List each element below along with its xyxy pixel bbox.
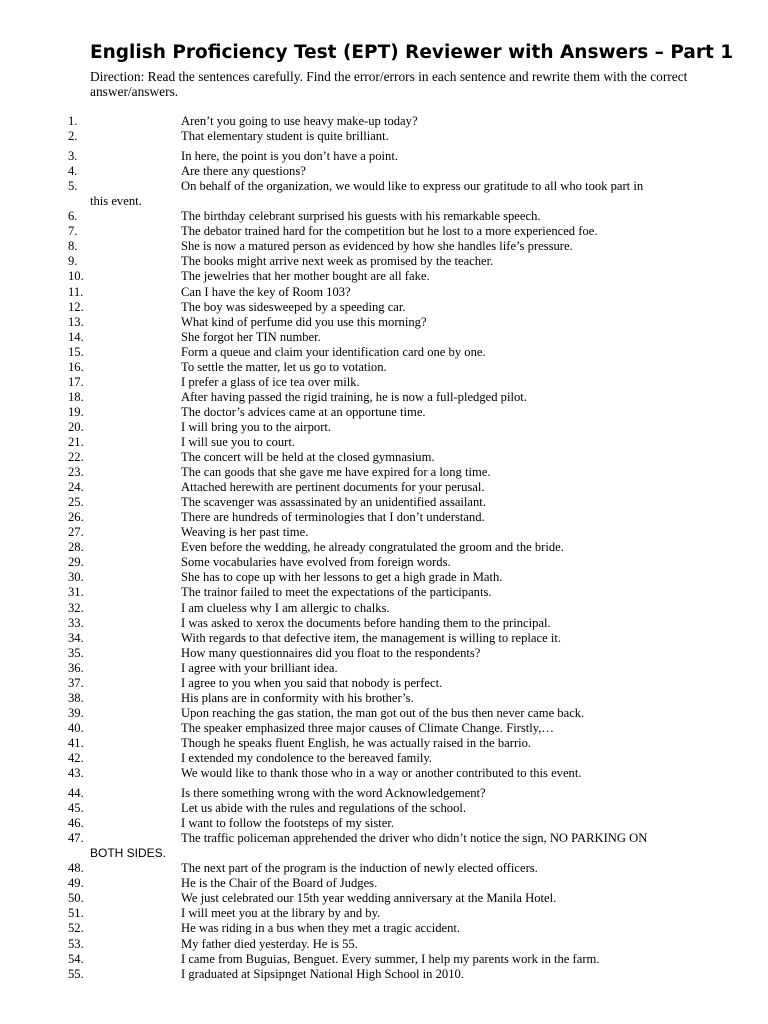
- item-number: 7.: [68, 224, 78, 239]
- item-text: I came from Buguias, Benguet. Every summer, I help my parents work in the farm.: [181, 951, 600, 966]
- item-text: I prefer a glass of ice tea over milk.: [181, 374, 360, 389]
- list-item: [0, 631, 768, 646]
- item-text: He was riding in a bus when they met a tragic accident.: [181, 921, 461, 936]
- list-item: [0, 254, 768, 269]
- item-text: My father died yesterday. He is 55.: [181, 936, 358, 951]
- item-text: The doctor’s advices came at an opportune time.: [181, 404, 426, 419]
- item-number: 51.: [68, 906, 84, 921]
- item-number: 12.: [68, 299, 84, 314]
- question-list: [0, 114, 768, 982]
- item-text: Though he speaks fluent English, he was actually raised in the barrio.: [181, 735, 532, 750]
- item-text: Upon reaching the gas station, the man got out of the bus then never came back.: [181, 705, 585, 720]
- list-item: [0, 585, 768, 600]
- list-item: [0, 525, 768, 540]
- item-text: I will meet you at the library by and by.: [181, 906, 381, 921]
- item-text: We would like to thank those who in a way or another contributed to this event.: [181, 766, 582, 781]
- item-text: There are hundreds of terminologies that I don’t understand.: [181, 510, 485, 525]
- item-number: 19.: [68, 404, 84, 419]
- item-number: 47.: [68, 831, 84, 846]
- list-item: [0, 570, 768, 585]
- page-title: English Proficiency Test (EPT) Reviewer with Answers – Part 1: [90, 42, 734, 63]
- item-number: 33.: [68, 615, 84, 630]
- item-number: 38.: [68, 690, 84, 705]
- list-item: [0, 285, 768, 300]
- item-text: We just celebrated our 15th year wedding anniversary at the Manila Hotel.: [181, 891, 557, 906]
- item-text: The trainor failed to meet the expectations of the participants.: [181, 585, 492, 600]
- item-number: 20.: [68, 419, 84, 434]
- list-item: [0, 967, 768, 982]
- list-item: [0, 691, 768, 706]
- direction-text: Direction: Read the sentences carefully. Find the error/errors in each sentence and rewrite them with the correct answer/answers.: [90, 69, 688, 99]
- item-number: 42.: [68, 750, 84, 765]
- item-text: I agree with your brilliant idea.: [181, 660, 338, 675]
- list-item: [0, 601, 768, 616]
- item-text: Attached herewith are pertinent documents for your perusal.: [181, 480, 485, 495]
- item-number: 41.: [68, 735, 84, 750]
- item-text: Some vocabularies have evolved from foreign words.: [181, 555, 451, 570]
- item-text: The traffic policeman apprehended the driver who didn’t notice the sign, NO PARKING ON: [181, 831, 648, 846]
- item-text: What kind of perfume did you use this morning?: [181, 314, 427, 329]
- item-number: 49.: [68, 876, 84, 891]
- list-item: [0, 495, 768, 510]
- item-text: I will bring you to the airport.: [181, 419, 332, 434]
- item-text: The books might arrive next week as promised by the teacher.: [181, 254, 494, 269]
- list-item: [0, 345, 768, 360]
- list-item: [0, 616, 768, 631]
- item-number: 34.: [68, 630, 84, 645]
- item-text: Is there something wrong with the word Acknowledgement?: [181, 786, 486, 801]
- item-text: The can goods that she gave me have expired for a long time.: [181, 465, 491, 480]
- item-text: He is the Chair of the Board of Judges.: [181, 876, 378, 891]
- item-number: 28.: [68, 540, 84, 555]
- item-number: 26.: [68, 510, 84, 525]
- list-item: [0, 646, 768, 661]
- item-text-continuation: this event.: [90, 194, 142, 209]
- list-item: [0, 224, 768, 239]
- item-text: I will sue you to court.: [181, 434, 296, 449]
- list-item: [0, 435, 768, 450]
- item-text: In here, the point is you don’t have a point.: [181, 149, 398, 164]
- list-item: [0, 952, 768, 967]
- item-text: The next part of the program is the induction of newly elected officers.: [181, 861, 538, 876]
- list-item: [0, 164, 768, 179]
- list-item: [0, 420, 768, 435]
- item-number: 40.: [68, 720, 84, 735]
- list-item: [0, 114, 768, 129]
- item-number: 52.: [68, 921, 84, 936]
- item-text: I extended my condolence to the bereaved family.: [181, 750, 432, 765]
- item-number: 45.: [68, 801, 84, 816]
- item-text: To settle the matter, let us go to votation.: [181, 359, 387, 374]
- item-number: 37.: [68, 675, 84, 690]
- item-number: 48.: [68, 861, 84, 876]
- item-text: I graduated at Sipsipnget National High School in 2010.: [181, 966, 464, 981]
- item-number: 11.: [68, 284, 84, 299]
- item-number: 54.: [68, 951, 84, 966]
- item-number: 43.: [68, 766, 84, 781]
- item-number: 53.: [68, 936, 84, 951]
- item-number: 55.: [68, 966, 84, 981]
- list-item: [0, 676, 768, 691]
- item-text: She is now a matured person as evidenced by how she handles life’s pressure.: [181, 239, 573, 254]
- item-text: She has to cope up with her lessons to get a high grade in Math.: [181, 570, 503, 585]
- item-number: 24.: [68, 480, 84, 495]
- item-text: Weaving is her past time.: [181, 525, 309, 540]
- list-item: [0, 706, 768, 721]
- item-text: The scavenger was assassinated by an unidentified assailant.: [181, 495, 486, 510]
- item-number: 21.: [68, 434, 84, 449]
- list-item: [0, 269, 768, 284]
- list-item: [0, 906, 768, 921]
- item-number: 46.: [68, 816, 84, 831]
- item-number: 2.: [68, 129, 78, 144]
- list-item: [0, 480, 768, 495]
- list-item: [0, 816, 768, 831]
- item-number: 16.: [68, 359, 84, 374]
- item-text: Aren’t you going to use heavy make-up today?: [181, 114, 418, 128]
- list-item: [0, 891, 768, 906]
- list-item: [0, 555, 768, 570]
- item-text: On behalf of the organization, we would like to express our gratitude to all who took part in: [181, 179, 644, 194]
- list-item: [0, 450, 768, 465]
- item-text: She forgot her TIN number.: [181, 329, 321, 344]
- item-number: 39.: [68, 705, 84, 720]
- item-number: 18.: [68, 389, 84, 404]
- item-number: 14.: [68, 329, 84, 344]
- item-number: 30.: [68, 570, 84, 585]
- item-number: 32.: [68, 600, 84, 615]
- item-number: 50.: [68, 891, 84, 906]
- item-number: 10.: [68, 269, 84, 284]
- item-text: Let us abide with the rules and regulations of the school.: [181, 801, 467, 816]
- item-number: 25.: [68, 495, 84, 510]
- list-item: [0, 149, 768, 164]
- item-text: The concert will be held at the closed gymnasium.: [181, 450, 435, 465]
- list-item: [0, 465, 768, 480]
- list-item: [0, 315, 768, 330]
- item-number: 4.: [68, 164, 78, 179]
- list-item: [0, 801, 768, 816]
- list-item: [0, 300, 768, 315]
- item-text: Form a queue and claim your identification card one by one.: [181, 344, 486, 359]
- list-item: [0, 390, 768, 405]
- item-text: His plans are in conformity with his brother’s.: [181, 690, 414, 705]
- item-text: Even before the wedding, he already congratulated the groom and the bride.: [181, 540, 564, 555]
- item-text: I agree to you when you said that nobody is perfect.: [181, 675, 443, 690]
- item-text: Can I have the key of Room 103?: [181, 284, 351, 299]
- item-number: 27.: [68, 525, 84, 540]
- list-item: [0, 239, 768, 254]
- item-number: 8.: [68, 239, 78, 254]
- list-item: [0, 209, 768, 224]
- item-number: 13.: [68, 314, 84, 329]
- item-number: 29.: [68, 555, 84, 570]
- list-item: [0, 766, 768, 781]
- item-number: 15.: [68, 344, 84, 359]
- item-text: I am clueless why I am allergic to chalks.: [181, 600, 390, 615]
- list-item: [0, 360, 768, 375]
- item-text: The boy was sidesweeped by a speeding car.: [181, 299, 406, 314]
- item-number: 31.: [68, 585, 84, 600]
- list-item: [0, 831, 768, 861]
- list-item: [0, 786, 768, 801]
- list-item: [0, 861, 768, 876]
- item-text-continuation: BOTH SIDES.: [90, 846, 167, 861]
- list-item: [0, 179, 768, 209]
- item-number: 9.: [68, 254, 78, 269]
- item-number: 17.: [68, 374, 84, 389]
- item-number: 35.: [68, 645, 84, 660]
- list-item: [0, 405, 768, 420]
- item-number: 3.: [68, 149, 78, 164]
- list-item: [0, 330, 768, 345]
- list-item: [0, 736, 768, 751]
- item-number: 44.: [68, 786, 84, 801]
- item-number: 1.: [68, 114, 78, 128]
- list-item: [0, 937, 768, 952]
- list-item: [0, 876, 768, 891]
- item-number: 5.: [68, 179, 78, 194]
- list-item: [0, 751, 768, 766]
- item-number: 22.: [68, 450, 84, 465]
- item-text: I want to follow the footsteps of my sister.: [181, 816, 395, 831]
- item-text: The debator trained hard for the competition but he lost to a more experienced foe.: [181, 224, 598, 239]
- item-text: The speaker emphasized three major causes of Climate Change. Firstly,…: [181, 720, 555, 735]
- list-item: [0, 721, 768, 736]
- item-text: I was asked to xerox the documents before handing them to the principal.: [181, 615, 551, 630]
- item-text: Are there any questions?: [181, 164, 306, 179]
- item-number: 36.: [68, 660, 84, 675]
- item-number: 23.: [68, 465, 84, 480]
- list-item: [0, 661, 768, 676]
- item-text: The jewelries that her mother bought are all fake.: [181, 269, 430, 284]
- item-number: 6.: [68, 209, 78, 224]
- list-item: [0, 375, 768, 390]
- item-text: That elementary student is quite brilliant.: [181, 129, 389, 144]
- item-text: The birthday celebrant surprised his guests with his remarkable speech.: [181, 209, 541, 224]
- list-item: [0, 921, 768, 936]
- list-item: [0, 129, 768, 144]
- list-item: [0, 540, 768, 555]
- list-item: [0, 510, 768, 525]
- item-text: After having passed the rigid training, he is now a full-pledged pilot.: [181, 389, 527, 404]
- item-text: How many questionnaires did you float to the respondents?: [181, 645, 481, 660]
- item-text: With regards to that defective item, the management is willing to replace it.: [181, 630, 561, 645]
